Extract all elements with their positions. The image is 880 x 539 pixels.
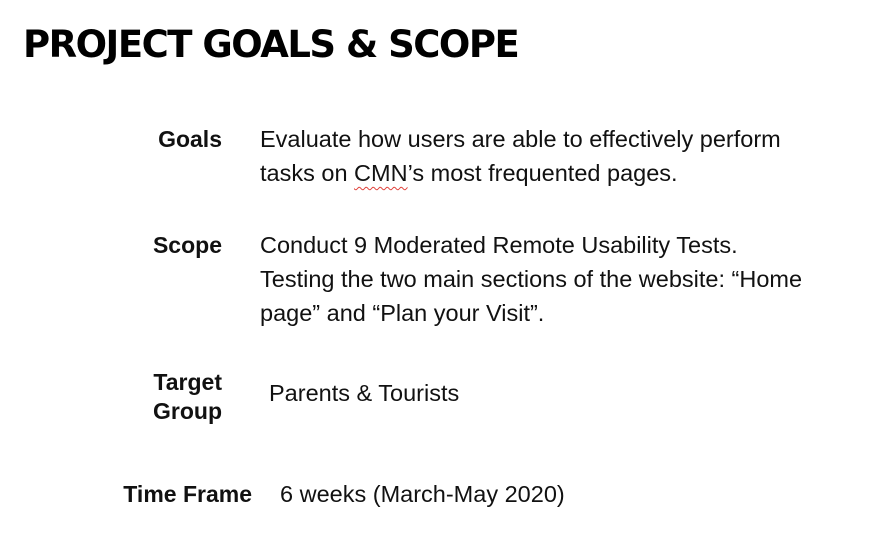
goals-line-2-end: ’s most frequented pages.	[407, 160, 678, 186]
scope-line-3: page” and “Plan your Visit”.	[260, 300, 545, 326]
goals-line-2	[260, 156, 781, 190]
goals-line-2-start: tasks on	[260, 160, 355, 186]
target-group-label-line-1: Target	[153, 369, 222, 395]
scope-line-2: Testing the two main sections of the website: “Home	[260, 266, 803, 292]
scope-label: Scope	[152, 232, 222, 258]
target-group-label-line-2: Group	[153, 398, 222, 424]
target-group-label	[153, 368, 222, 426]
time-frame-label: Time Frame	[123, 481, 252, 507]
scope-line-1: Conduct 9 Moderated Remote Usability Tests.	[260, 232, 738, 258]
slide-title: PROJECT GOALS & SCOPE	[23, 23, 519, 66]
target-group-text[interactable]: Parents & Tourists	[269, 380, 460, 406]
time-frame-text[interactable]: 6 weeks (March-May 2020)	[280, 481, 565, 507]
goals-text[interactable]	[260, 122, 781, 190]
scope-text[interactable]	[260, 228, 802, 330]
goals-label: Goals	[158, 126, 222, 152]
spellcheck-flagged-word[interactable]: CMN	[354, 160, 408, 186]
goals-line-1: Evaluate how users are able to effectively perform	[260, 126, 781, 152]
